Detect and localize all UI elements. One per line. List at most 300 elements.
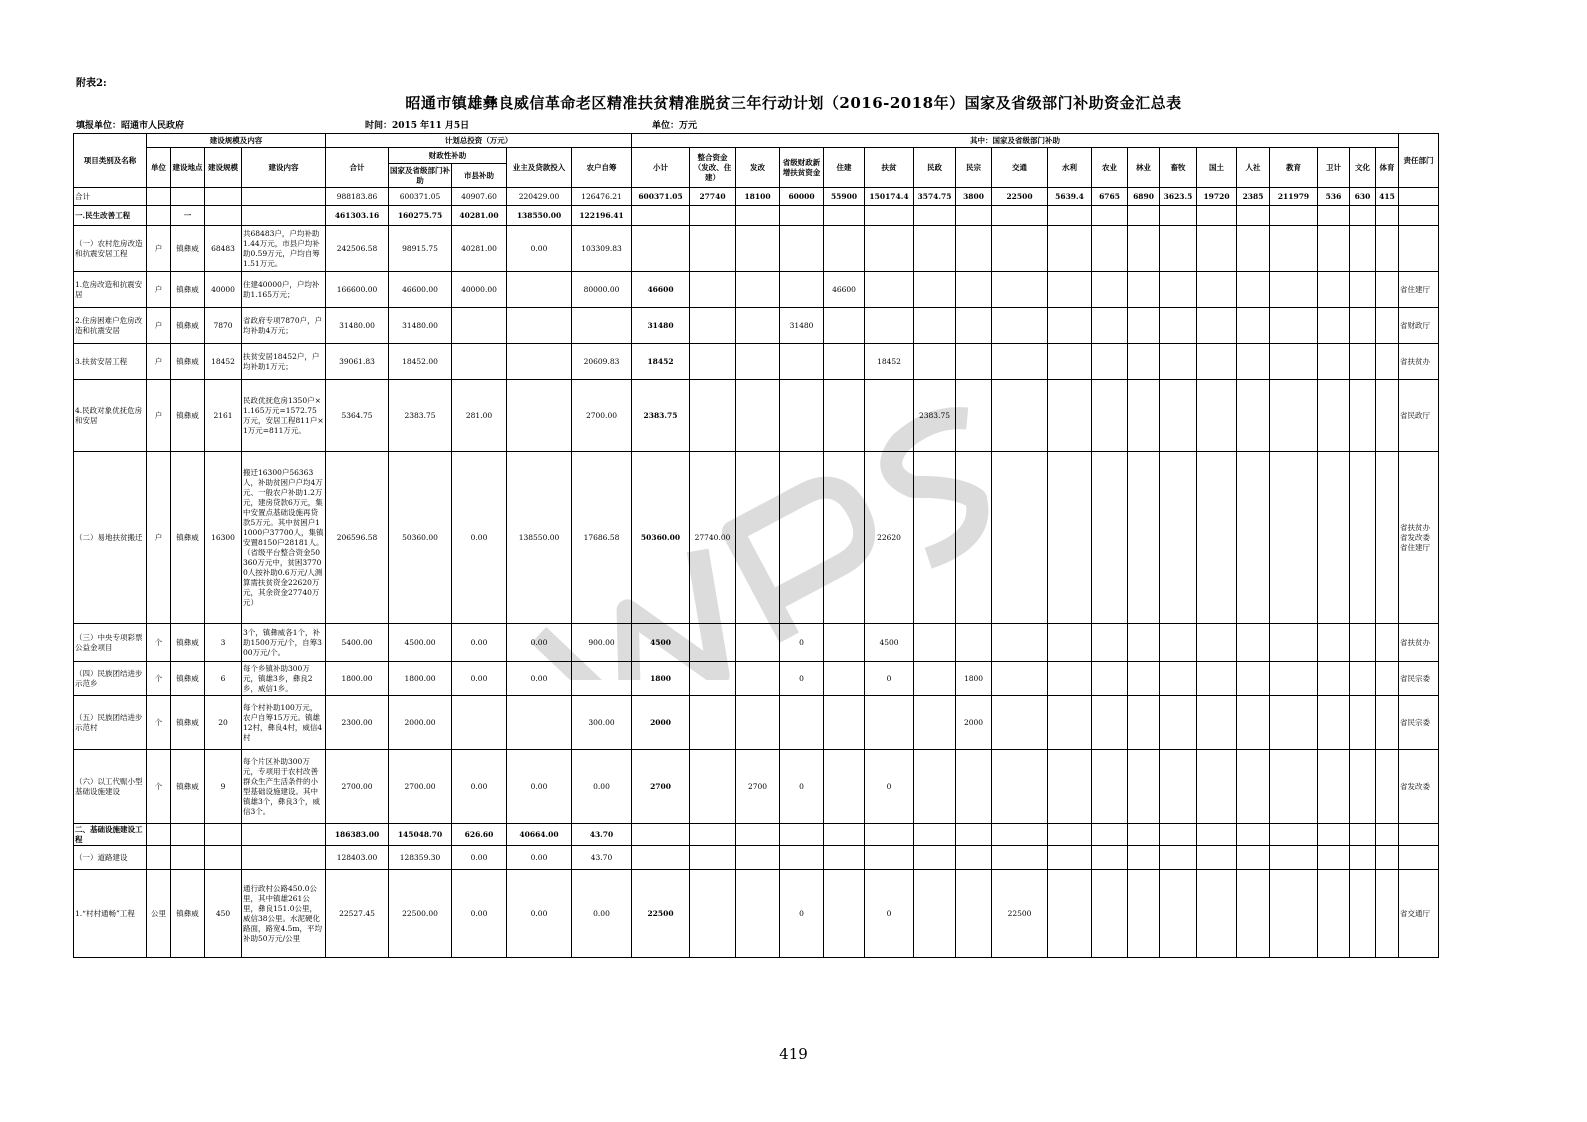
cell: 0	[780, 624, 824, 662]
cell	[1376, 824, 1399, 846]
cell: 2383.75	[389, 380, 452, 452]
col-national: 国家及省级部门补助	[389, 164, 452, 188]
cell	[736, 870, 780, 958]
cell: 0.00	[572, 750, 632, 824]
cell: 个	[147, 750, 171, 824]
table-row	[74, 226, 1439, 272]
cell: 1.危房改造和抗震安居	[74, 272, 147, 308]
cell: 46600	[632, 272, 690, 308]
cell	[1048, 870, 1092, 958]
cell: 个	[147, 624, 171, 662]
cell	[1270, 344, 1318, 380]
cell	[1399, 206, 1439, 226]
cell	[690, 308, 736, 344]
cell: 通行政村公路450.0公里，其中镇雄261公里，彝良151.0公里，威信38公里。水泥硬化路面，路宽4.5m，平均补助50万元/公里	[242, 870, 326, 958]
cell	[1092, 824, 1128, 846]
cell	[1048, 662, 1092, 696]
cell	[572, 662, 632, 696]
cell	[1270, 226, 1318, 272]
cell: 搬迁16300户56363人，补助贫困户户均4万元、一般农户补助1.2万元，建房贷款6万元，集中安置点基础设施再贷款5万元。其中贫困户11000户37700人，集镇安置8150户28181人。（省级平台整合资金50360万元中，贫困37700人按补助0.6万元/人测算需扶贫资金22620万元，其余资金27740万元）	[242, 452, 326, 624]
cell	[147, 846, 171, 870]
cell: 20	[205, 696, 242, 750]
cell: 145048.70	[389, 824, 452, 846]
cell: 40907.60	[452, 188, 507, 206]
cell	[1197, 870, 1237, 958]
cell	[992, 662, 1048, 696]
cell: 160275.75	[389, 206, 452, 226]
cell: 68483	[205, 226, 242, 272]
cell	[690, 750, 736, 824]
cell: 4500.00	[389, 624, 452, 662]
cell: 省政府专项7870户，户均补助4万元；	[242, 308, 326, 344]
cell	[1128, 206, 1160, 226]
cell	[992, 750, 1048, 824]
cell	[865, 380, 914, 452]
cell	[1092, 380, 1128, 452]
cell: 7870	[205, 308, 242, 344]
cell	[1048, 344, 1092, 380]
col-sub-9: 水利	[1048, 148, 1092, 188]
cell	[1197, 308, 1237, 344]
cell	[1048, 846, 1092, 870]
cell: 0.00	[507, 624, 572, 662]
cell	[1270, 308, 1318, 344]
cell	[1160, 662, 1197, 696]
cell	[1128, 344, 1160, 380]
cell: 22527.45	[326, 870, 389, 958]
cell	[865, 846, 914, 870]
cell: 166600.00	[326, 272, 389, 308]
cell: 3800	[956, 188, 992, 206]
cell	[992, 824, 1048, 846]
cell: 住建40000户，户均补助1.165万元；	[242, 272, 326, 308]
cell	[1237, 344, 1270, 380]
cell	[1128, 696, 1160, 750]
cell	[865, 308, 914, 344]
cell	[1092, 696, 1128, 750]
cell	[507, 344, 572, 380]
cell	[914, 308, 956, 344]
table-row	[74, 452, 1439, 624]
cell	[242, 846, 326, 870]
cell: （五）民族团结进步示范村	[74, 696, 147, 750]
cell	[992, 846, 1048, 870]
cell	[1197, 380, 1237, 452]
cell	[1197, 344, 1237, 380]
cell: 31480	[780, 308, 824, 344]
cell	[1270, 824, 1318, 846]
cell: 镇彝威	[171, 662, 205, 696]
col-location: 建设地点	[171, 148, 205, 188]
cell	[914, 662, 956, 696]
cell	[1237, 696, 1270, 750]
cell: 2700	[736, 750, 780, 824]
cell	[1350, 308, 1376, 344]
col-sub-17: 文化	[1350, 148, 1376, 188]
cell: 公里	[147, 870, 171, 958]
cell	[1399, 188, 1439, 206]
cell: 0.00	[452, 750, 507, 824]
cell: 0	[865, 750, 914, 824]
cell	[1350, 206, 1376, 226]
cell	[736, 272, 780, 308]
cell: 18100	[736, 188, 780, 206]
cell: 6765	[1092, 188, 1128, 206]
cell	[1160, 206, 1197, 226]
cell: 2.住房困难户危房改造和抗震安居	[74, 308, 147, 344]
cell: 2700	[632, 750, 690, 824]
col-sub-11: 林业	[1128, 148, 1160, 188]
cell	[690, 344, 736, 380]
cell: 20609.83	[572, 344, 632, 380]
cell	[147, 188, 171, 206]
cell: 31480.00	[326, 308, 389, 344]
cell: 5400.00	[326, 624, 389, 662]
cell	[956, 870, 992, 958]
cell: 988183.86	[326, 188, 389, 206]
cell	[956, 380, 992, 452]
cell	[1160, 624, 1197, 662]
cell	[1318, 696, 1350, 750]
cell: 省民宗委	[1399, 662, 1439, 696]
col-sub-14: 人社	[1237, 148, 1270, 188]
cell: 0.00	[572, 870, 632, 958]
cell: 18452	[205, 344, 242, 380]
col-sum: 合计	[326, 148, 389, 188]
cell: 630	[1350, 188, 1376, 206]
cell	[1318, 308, 1350, 344]
cell: 6	[205, 662, 242, 696]
cell	[1350, 452, 1376, 624]
cell	[1160, 452, 1197, 624]
cell	[865, 824, 914, 846]
cell	[1160, 272, 1197, 308]
cell: 150174.4	[865, 188, 914, 206]
cell	[1197, 696, 1237, 750]
cell: 2000	[632, 696, 690, 750]
cell: 415	[1376, 188, 1399, 206]
cell	[171, 824, 205, 846]
cell	[1270, 380, 1318, 452]
cell: （二）易地扶贫搬迁	[74, 452, 147, 624]
cell	[1160, 824, 1197, 846]
cell: 40000.00	[452, 272, 507, 308]
cell: 3	[205, 624, 242, 662]
cell: 镇彝威	[171, 452, 205, 624]
cell	[865, 206, 914, 226]
col-total-invest: 计划总投资（万元）	[326, 134, 632, 148]
cell: 60000	[780, 188, 824, 206]
cell: 22620	[865, 452, 914, 624]
cell	[1048, 380, 1092, 452]
cell	[992, 206, 1048, 226]
cell	[824, 452, 865, 624]
cell	[1270, 870, 1318, 958]
cell: 省财政厅	[1399, 308, 1439, 344]
cell	[1350, 272, 1376, 308]
cell: 省发改委	[1399, 750, 1439, 824]
cell: 27740	[690, 188, 736, 206]
cell	[205, 188, 242, 206]
col-sub-3: 省级财政新增扶贫资金	[780, 148, 824, 188]
col-project: 项目类别及名称	[74, 134, 147, 188]
table-row	[74, 696, 1439, 750]
cell	[452, 308, 507, 344]
cell: 31480.00	[389, 308, 452, 344]
cell	[780, 380, 824, 452]
cell: 600371.05	[389, 188, 452, 206]
col-sub-13: 国土	[1197, 148, 1237, 188]
cell	[736, 662, 780, 696]
cell: 省扶贫办	[1399, 344, 1439, 380]
cell	[780, 206, 824, 226]
cell	[1350, 824, 1376, 846]
cell	[824, 206, 865, 226]
cell	[1318, 824, 1350, 846]
cell	[507, 696, 572, 750]
cell	[1350, 846, 1376, 870]
cell: 98915.75	[389, 226, 452, 272]
cell	[956, 452, 992, 624]
cell: 138550.00	[507, 452, 572, 624]
cell	[1376, 226, 1399, 272]
cell: 46600	[824, 272, 865, 308]
col-sub-7: 民宗	[956, 148, 992, 188]
cell	[1318, 624, 1350, 662]
cell	[1048, 624, 1092, 662]
cell: 1800	[956, 662, 992, 696]
cell	[736, 206, 780, 226]
cell	[1128, 750, 1160, 824]
cell	[1237, 870, 1270, 958]
cell: 22500	[992, 188, 1048, 206]
cell	[1048, 696, 1092, 750]
cell: 46600.00	[389, 272, 452, 308]
cell: 0	[780, 750, 824, 824]
cell	[780, 226, 824, 272]
cell	[1376, 662, 1399, 696]
cell	[1128, 824, 1160, 846]
section-row	[74, 824, 1439, 846]
cell	[1160, 380, 1197, 452]
cell: 40281.00	[452, 206, 507, 226]
col-sub-8: 交通	[992, 148, 1048, 188]
cell	[956, 824, 992, 846]
cell: 0.00	[507, 870, 572, 958]
cell	[242, 824, 326, 846]
cell	[1350, 750, 1376, 824]
cell	[1197, 272, 1237, 308]
cell	[171, 188, 205, 206]
table-row	[74, 750, 1439, 824]
cell: 39061.83	[326, 344, 389, 380]
cell	[1197, 206, 1237, 226]
cell: （四）民族团结进步示范乡	[74, 662, 147, 696]
col-sub-6: 民政	[914, 148, 956, 188]
cell: 4500	[632, 624, 690, 662]
cell	[1350, 870, 1376, 958]
cell: 31480	[632, 308, 690, 344]
cell	[1237, 226, 1270, 272]
cell	[956, 272, 992, 308]
cell	[992, 380, 1048, 452]
cell: 户	[147, 344, 171, 380]
cell	[736, 696, 780, 750]
cell	[690, 226, 736, 272]
cell: 3574.75	[914, 188, 956, 206]
section-row	[74, 206, 1439, 226]
cell: 镇彝威	[171, 870, 205, 958]
cell	[1048, 206, 1092, 226]
col-fiscal: 财政性补助	[389, 148, 507, 164]
cell	[1270, 750, 1318, 824]
cell	[1048, 750, 1092, 824]
cell	[1160, 344, 1197, 380]
cell: 省扶贫办 省发改委 省住建厅	[1399, 452, 1439, 624]
cell: 省民政厅	[1399, 380, 1439, 452]
cell	[992, 226, 1048, 272]
cell	[1128, 380, 1160, 452]
cell	[1376, 750, 1399, 824]
col-sub-16: 卫计	[1318, 148, 1350, 188]
table-row	[74, 846, 1439, 870]
table-row	[74, 870, 1439, 958]
cell	[1350, 696, 1376, 750]
cell	[1128, 226, 1160, 272]
cell	[1092, 344, 1128, 380]
cell: 206596.58	[326, 452, 389, 624]
cell	[1160, 750, 1197, 824]
cell	[242, 188, 326, 206]
cell	[992, 452, 1048, 624]
cell	[1270, 696, 1318, 750]
cell: 55900	[824, 188, 865, 206]
cell	[205, 824, 242, 846]
cell	[1128, 870, 1160, 958]
cell	[1197, 824, 1237, 846]
cell	[956, 846, 992, 870]
cell: 个	[147, 662, 171, 696]
cell: 50360.00	[632, 452, 690, 624]
annex-label: 附表2:	[76, 78, 107, 89]
cell	[736, 380, 780, 452]
cell	[1270, 272, 1318, 308]
table-row	[74, 272, 1439, 308]
total-row	[74, 188, 1439, 206]
cell: 镇彝威	[171, 308, 205, 344]
cell	[632, 206, 690, 226]
cell: 126476.21	[572, 188, 632, 206]
cell	[690, 380, 736, 452]
cell: 3个，镇彝威各1个，补助1500万元/个，自筹300万元/个。	[242, 624, 326, 662]
cell	[1128, 662, 1160, 696]
cell: 6890	[1128, 188, 1160, 206]
cell: 户	[147, 452, 171, 624]
cell	[1376, 272, 1399, 308]
cell	[1048, 308, 1092, 344]
cell	[1237, 272, 1270, 308]
cell	[865, 696, 914, 750]
cell	[1048, 452, 1092, 624]
cell	[780, 696, 824, 750]
cell: 镇彝威	[171, 750, 205, 824]
cell: 镇彝威	[171, 624, 205, 662]
cell: （三）中央专项彩票公益金项目	[74, 624, 147, 662]
cell	[690, 206, 736, 226]
cell: 3623.5	[1160, 188, 1197, 206]
cell: 镇彝威	[171, 272, 205, 308]
cell	[1376, 624, 1399, 662]
cell	[1160, 308, 1197, 344]
cell	[992, 624, 1048, 662]
cell: 0.00	[507, 662, 572, 696]
cell: 281.00	[452, 380, 507, 452]
cell	[205, 846, 242, 870]
col-city: 市县补助	[452, 164, 507, 188]
cell	[824, 662, 865, 696]
cell	[1197, 624, 1237, 662]
cell	[956, 226, 992, 272]
cell	[1350, 380, 1376, 452]
cell: 600371.05	[632, 188, 690, 206]
cell	[1128, 452, 1160, 624]
cell	[1350, 344, 1376, 380]
cell	[1160, 696, 1197, 750]
cell	[1270, 624, 1318, 662]
cell	[452, 696, 507, 750]
cell: 镇彝威	[171, 344, 205, 380]
cell	[1092, 750, 1128, 824]
cell	[914, 846, 956, 870]
cell: 户	[147, 380, 171, 452]
cell	[1197, 846, 1237, 870]
cell: 省交通厅	[1399, 870, 1439, 958]
cell	[632, 226, 690, 272]
cell: 2300.00	[326, 696, 389, 750]
cell: 22500	[992, 870, 1048, 958]
cell: 个	[147, 696, 171, 750]
cell	[824, 380, 865, 452]
cell	[1237, 308, 1270, 344]
cell	[1376, 870, 1399, 958]
cell	[1160, 226, 1197, 272]
cell	[1048, 272, 1092, 308]
cell	[1318, 452, 1350, 624]
cell	[824, 624, 865, 662]
cell: 242506.58	[326, 226, 389, 272]
cell: 626.60	[452, 824, 507, 846]
col-sub-15: 教育	[1270, 148, 1318, 188]
cell: 80000.00	[572, 272, 632, 308]
cell: 合计	[74, 188, 147, 206]
cell	[1237, 624, 1270, 662]
cell: 省住建厅	[1399, 272, 1439, 308]
cell	[1376, 696, 1399, 750]
cell	[1350, 662, 1376, 696]
cell	[1318, 846, 1350, 870]
cell	[736, 624, 780, 662]
cell: 4.民政对象优抚危房和安居	[74, 380, 147, 452]
cell	[1048, 824, 1092, 846]
cell	[1318, 272, 1350, 308]
cell: 省扶贫办	[1399, 624, 1439, 662]
cell	[1237, 750, 1270, 824]
cell: 900.00	[572, 624, 632, 662]
col-enterprise: 业主及贷款投入	[507, 148, 572, 188]
cell	[1128, 846, 1160, 870]
cell	[824, 846, 865, 870]
cell: 0.00	[452, 846, 507, 870]
